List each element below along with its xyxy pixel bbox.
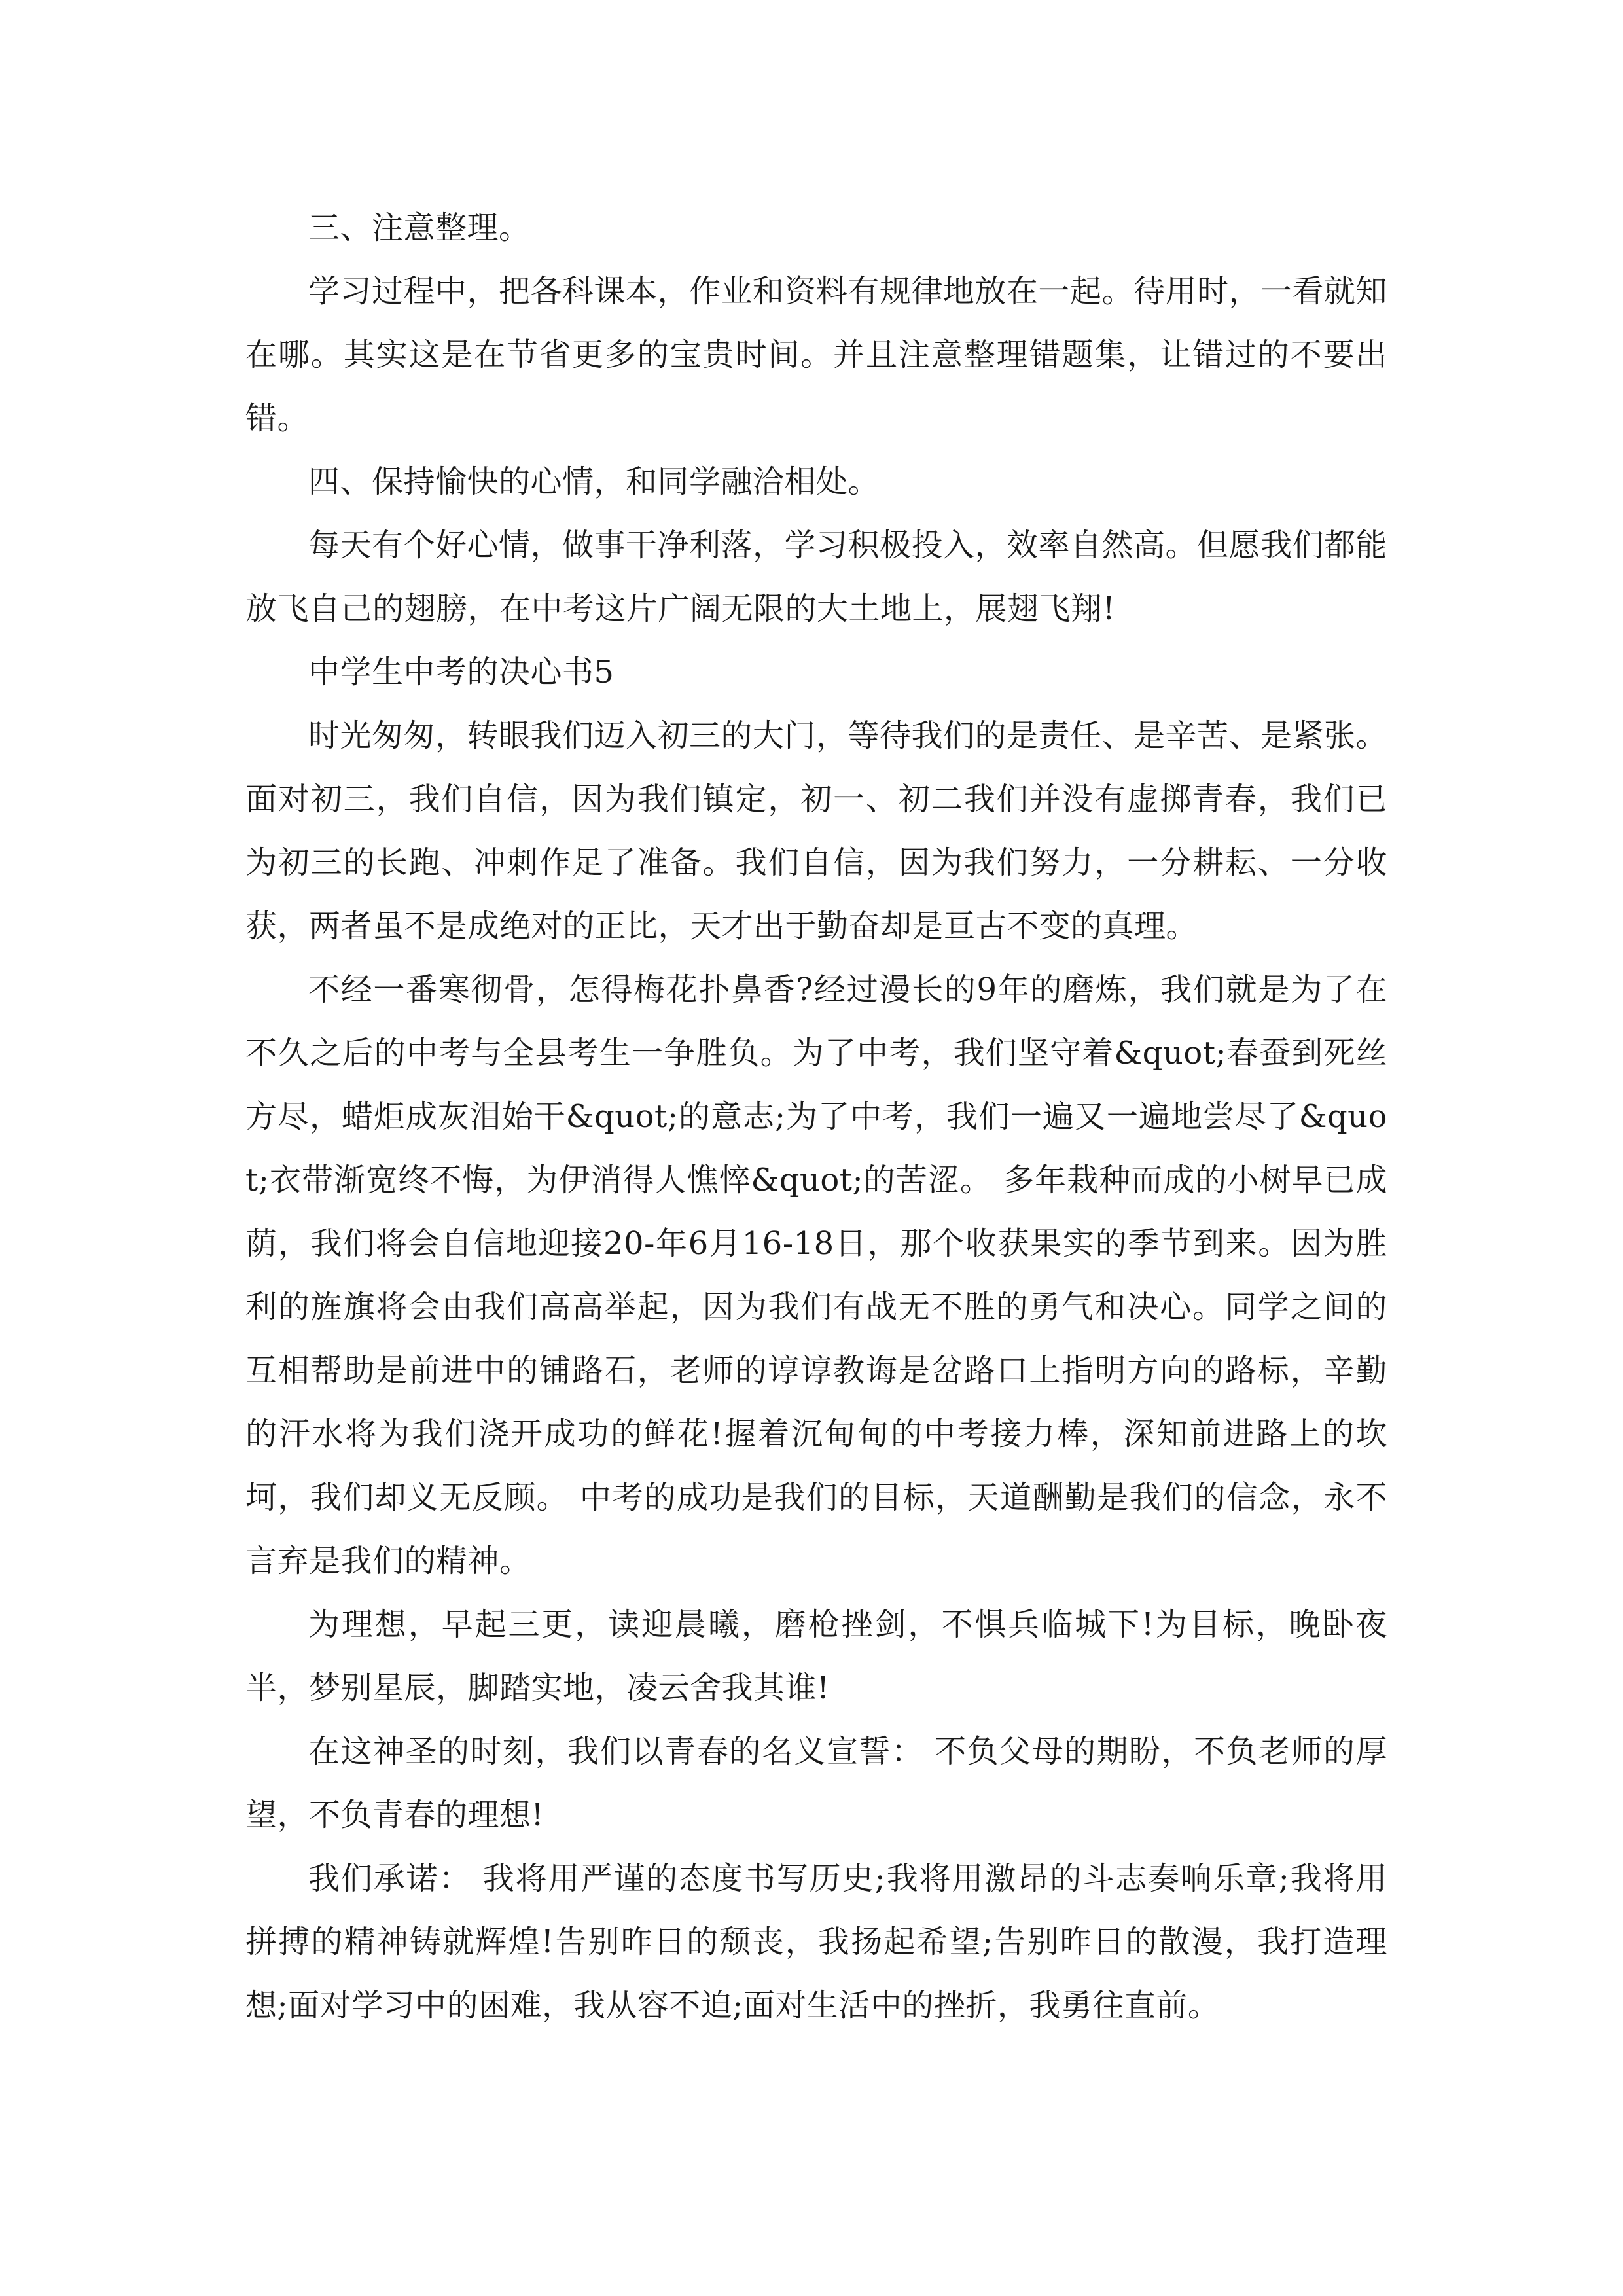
paragraph: 每天有个好心情，做事干净利落，学习积极投入，效率自然高。但愿我们都能放飞自己的翅膀，在中考这片广阔无限的大土地上，展翅飞翔! <box>245 527 1388 627</box>
article-title: 中学生中考的决心书5 <box>308 654 615 691</box>
section-heading-3: 三、注意整理。 <box>308 209 531 246</box>
document-body <box>245 196 1387 2037</box>
section-heading-4: 四、保持愉快的心情，和同学融洽相处。 <box>308 463 880 500</box>
paragraph: 学习过程中，把各科课本，作业和资料有规律地放在一起。待用时，一看就知在哪。其实这是在节省更多的宝贵时间。并且注意整理错题集，让错过的不要出错。 <box>245 273 1388 437</box>
paragraph: 为理想，早起三更，读迎晨曦，磨枪挫剑，不惧兵临城下!为目标，晚卧夜半，梦别星辰，脚踏实地，凌云舍我其谁! <box>245 1606 1387 1706</box>
paragraph: 不经一番寒彻骨，怎得梅花扑鼻香?经过漫长的9年的磨炼，我们就是为了在不久之后的中考与全县考生一争胜负。为了中考，我们坚守着&quot;春蚕到死丝方尽，蜡炬成灰泪始干&quot;的意志;为了中考，我们一遍又一遍地尝尽了&quot;衣带渐宽终不悔，为伊消得人憔悴&quot;的苦涩。 多年栽种而成的小树早已成荫，我们将会自信地迎接20-年6月16-18日，那个收获果实的季节到来。因为胜利的旌旗将会由我们高高举起，因为我们有战无不胜的勇气和决心。同学之间的互相帮助是前进中的铺路石，老师的谆谆教诲是岔路口上指明方向的路标，辛勤的汗水将为我们浇开成功的鲜花!握着沉甸甸的中考接力棒，深知前进路上的坎坷，我们却义无反顾。 中考的成功是我们的目标，天道酬勤是我们的信念，永不言弃是我们的精神。 <box>245 971 1387 1579</box>
paragraph: 在这神圣的时刻，我们以青春的名义宣誓： 不负父母的期盼，不负老师的厚望，不负青春的理想! <box>245 1733 1387 1833</box>
paragraph: 我们承诺： 我将用严谨的态度书写历史;我将用激昂的斗志奏响乐章;我将用拼搏的精神铸就辉煌!告别昨日的颓丧，我扬起希望;告别昨日的散漫，我打造理想;面对学习中的困难，我从容不迫;面对生活中的挫折，我勇往直前。 <box>245 1860 1387 2024</box>
paragraph: 时光匆匆，转眼我们迈入初三的大门，等待我们的是责任、是辛苦、是紧张。面对初三，我们自信，因为我们镇定，初一、初二我们并没有虚掷青春，我们已为初三的长跑、冲刺作足了准备。我们自信，因为我们努力，一分耕耘、一分收获，两者虽不是成绝对的正比，天才出于勤奋却是亘古不变的真理。 <box>245 717 1388 944</box>
